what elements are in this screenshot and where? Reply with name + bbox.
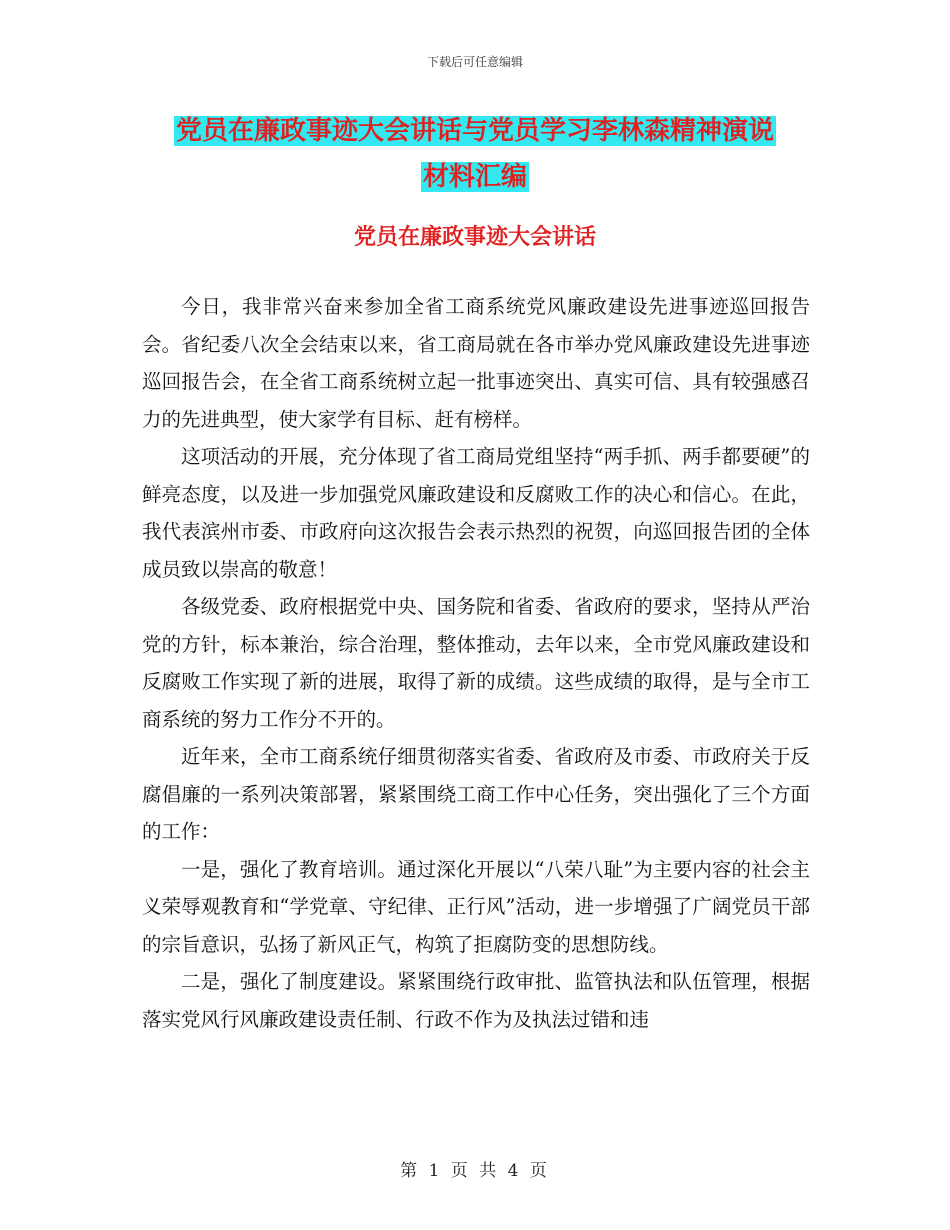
page-header-note: 下载后可任意编辑 — [426, 55, 523, 69]
title-line-2-text: 材料汇编 — [422, 162, 527, 192]
paragraph: 二是，强化了制度建设。紧紧围绕行政审批、监管执法和队伍管理，根据落实党风行风廉政建设责任制、行政不作为及执法过错和违 — [142, 970, 810, 1031]
title-line-1 — [0, 108, 950, 154]
paragraph: 各级党委、政府根据党中央、国务院和省委、省政府的要求，坚持从严治党的方针，标本兼治，综合治理，整体推动，去年以来，全市党风廉政建设和反腐败工作实现了新的进展，取得了新的成绩。这些成绩的取得，是与全市工商系统的努力工作分不开的。 — [142, 595, 810, 731]
paragraph: 今日，我非常兴奋来参加全省工商系统党风廉政建设先进事迹巡回报告会。省纪委八次全会结束以来，省工商局就在各市举办党风廉政建设先进事迹巡回报告会，在全省工商系统树立起一批事迹突出、真实可信、具有较强感召力的先进典型，使大家学有目标、赶有榜样。 — [142, 295, 810, 431]
title-line-2 — [0, 154, 950, 200]
paragraph: 这项活动的开展，充分体现了省工商局党组坚持“两手抓、两手都要硬”的鲜亮态度，以及进一步加强党风廉政建设和反腐败工作的决心和信心。在此，我代表滨州市委、市政府向这次报告会表示热烈的祝贺，向巡回报告团的全体成员致以崇高的敬意！ — [142, 445, 810, 581]
paragraph: 一是，强化了教育培训。通过深化开展以“八荣八耻”为主要内容的社会主义荣辱观教育和“学党章、守纪律、正行风”活动，进一步增强了广阔党员干部的宗旨意识，弘扬了新风正气，构筑了拒腐防变的思想防线。 — [142, 857, 810, 956]
section-heading: 党员在廉政事迹大会讲话 — [353, 225, 596, 250]
title-line-1-text: 党员在廉政事迹大会讲话与党员学习李林森精神演说 — [175, 116, 774, 146]
document-body — [142, 288, 810, 1038]
document-title — [0, 108, 950, 200]
paragraph: 近年来，全市工商系统仔细贯彻落实省委、省政府及市委、市政府关于反腐倡廉的一系列决策部署，紧紧围绕工商工作中心任务，突出强化了三个方面的工作： — [142, 745, 810, 843]
page-number-footer: 第 1 页 共 4 页 — [400, 1161, 550, 1181]
